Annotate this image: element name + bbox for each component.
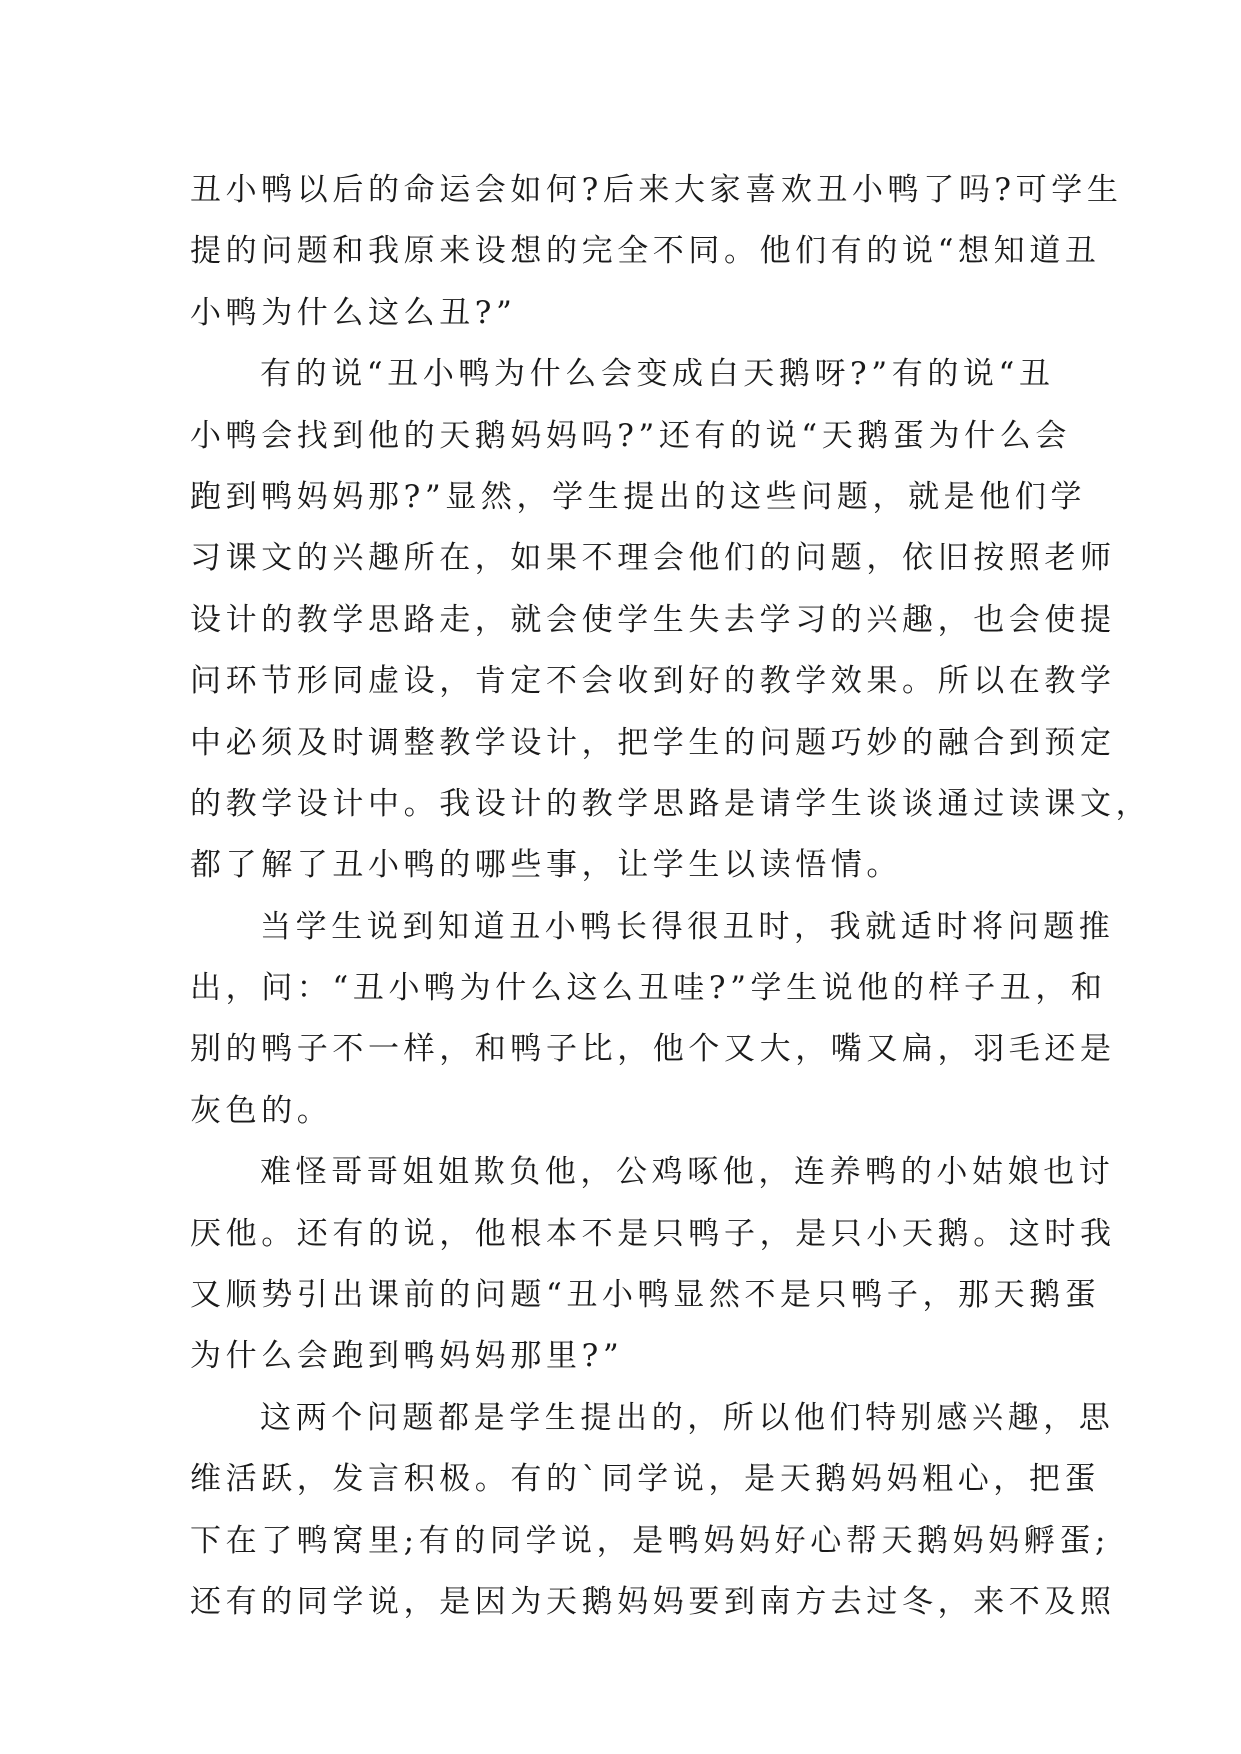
text-line: 当学生说到知道丑小鸭长得很丑时，我就适时将问题推 — [260, 908, 1115, 945]
text-line: 为什么会跑到鸭妈妈那里?” — [190, 1338, 624, 1375]
text-line: 出，问：“丑小鸭为什么这么丑哇?”学生说他的样子丑，和 — [190, 970, 1107, 1007]
text-line: 问环节形同虚设，肯定不会收到好的教学效果。所以在教学 — [190, 663, 1116, 700]
text-line: 还有的同学说，是因为天鹅妈妈要到南方去过冬，来不及照 — [190, 1583, 1116, 1620]
text-line: 有的说“丑小鸭为什么会变成白天鹅呀?”有的说“丑 — [260, 356, 1055, 393]
text-line: 维活跃，发言积极。有的`同学说，是天鹅妈妈粗心，把蛋 — [190, 1461, 1101, 1498]
paragraph-1 — [190, 160, 1123, 344]
text-line: 别的鸭子不一样，和鸭子比，他个又大，嘴又扁，羽毛还是 — [190, 1031, 1116, 1068]
text-line: 提的问题和我原来设想的完全不同。他们有的说“想知道丑 — [190, 233, 1101, 270]
document-body — [190, 160, 1152, 1633]
paragraph-3 — [190, 897, 1116, 1143]
text-line: 厌他。还有的说，他根本不是只鸭子，是只小天鹅。这时我 — [190, 1215, 1116, 1252]
text-line: 灰色的。 — [190, 1092, 333, 1129]
text-line: 小鸭为什么这么丑?” — [190, 294, 517, 331]
paragraph-5 — [190, 1388, 1116, 1634]
text-line: 下在了鸭窝里;有的同学说，是鸭妈妈好心帮天鹅妈妈孵蛋; — [190, 1522, 1111, 1559]
text-line: 的教学设计中。我设计的教学思路是请学生谈谈通过读课文， — [190, 785, 1152, 822]
text-line: 习课文的兴趣所在，如果不理会他们的问题，依旧按照老师 — [190, 540, 1116, 577]
text-line: 小鸭会找到他的天鹅妈妈吗?”还有的说“天鹅蛋为什么会 — [190, 417, 1071, 454]
paragraph-4 — [190, 1142, 1116, 1388]
text-line: 又顺势引出课前的问题“丑小鸭显然不是只鸭子，那天鹅蛋 — [190, 1277, 1101, 1314]
paragraph-2 — [190, 344, 1152, 897]
text-line: 中必须及时调整教学设计，把学生的问题巧妙的融合到预定 — [190, 724, 1116, 761]
text-line: 跑到鸭妈妈那?”显然，学生提出的这些问题，就是他们学 — [190, 478, 1087, 515]
text-line: 这两个问题都是学生提出的，所以他们特别感兴趣，思 — [260, 1399, 1115, 1436]
text-line: 都了解了丑小鸭的哪些事，让学生以读悟情。 — [190, 847, 902, 884]
text-line: 难怪哥哥姐姐欺负他，公鸡啄他，连养鸭的小姑娘也讨 — [260, 1154, 1115, 1191]
text-line: 丑小鸭以后的命运会如何?后来大家喜欢丑小鸭了吗?可学生 — [190, 172, 1123, 208]
text-line: 设计的教学思路走，就会使学生失去学习的兴趣，也会使提 — [190, 601, 1116, 638]
